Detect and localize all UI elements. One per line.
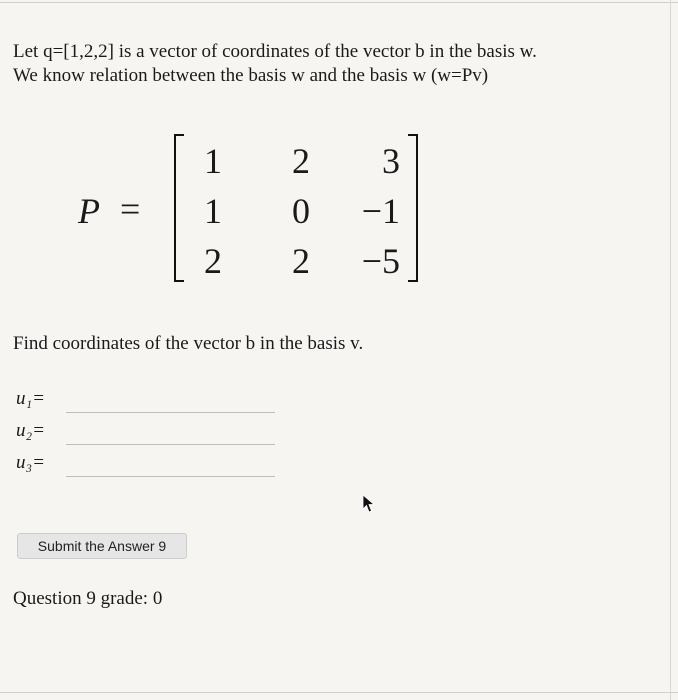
answer-input-u2[interactable]: [66, 424, 275, 445]
matrix-cell-r3c3: −5: [361, 241, 400, 281]
matrix-right-bracket: [408, 134, 418, 282]
answer-input-u1[interactable]: [66, 392, 275, 413]
matrix-cell-r2c1: 1: [204, 191, 222, 231]
answer-label-u3: u₃=: [16, 452, 45, 473]
top-divider: [0, 2, 678, 3]
matrix-cell-r1c1: 1: [204, 141, 222, 181]
matrix-cell-r1c2: 2: [292, 141, 310, 181]
answer-input-u3[interactable]: [66, 456, 275, 477]
matrix-cell-r2c3: −1: [361, 191, 400, 231]
mouse-pointer-icon: [362, 494, 376, 514]
question-grade: Question 9 grade: 0: [13, 588, 163, 609]
answer-label-u2: u₂=: [16, 420, 45, 441]
answer-label-u1: u₁=: [16, 388, 45, 409]
problem-line-1: Let q=[1,2,2] is a vector of coordinates of the vector b in the basis w.: [13, 41, 537, 62]
right-divider: [670, 0, 671, 700]
matrix-cell-r3c1: 2: [204, 241, 222, 281]
matrix-label: P: [78, 191, 100, 231]
question-text: Find coordinates of the vector b in the basis v.: [13, 333, 364, 354]
matrix-cell-r1c3: 3: [382, 141, 400, 181]
problem-line-2: We know relation between the basis w and the basis w (w=Pv): [13, 65, 489, 86]
bottom-divider: [0, 692, 678, 693]
submit-answer-button[interactable]: Submit the Answer 9: [17, 533, 187, 559]
problem-statement: [13, 40, 537, 88]
matrix-cell-r2c2: 0: [292, 191, 310, 231]
matrix-p: [78, 128, 438, 288]
matrix-equals: =: [120, 189, 141, 229]
matrix-cell-r3c2: 2: [292, 241, 310, 281]
